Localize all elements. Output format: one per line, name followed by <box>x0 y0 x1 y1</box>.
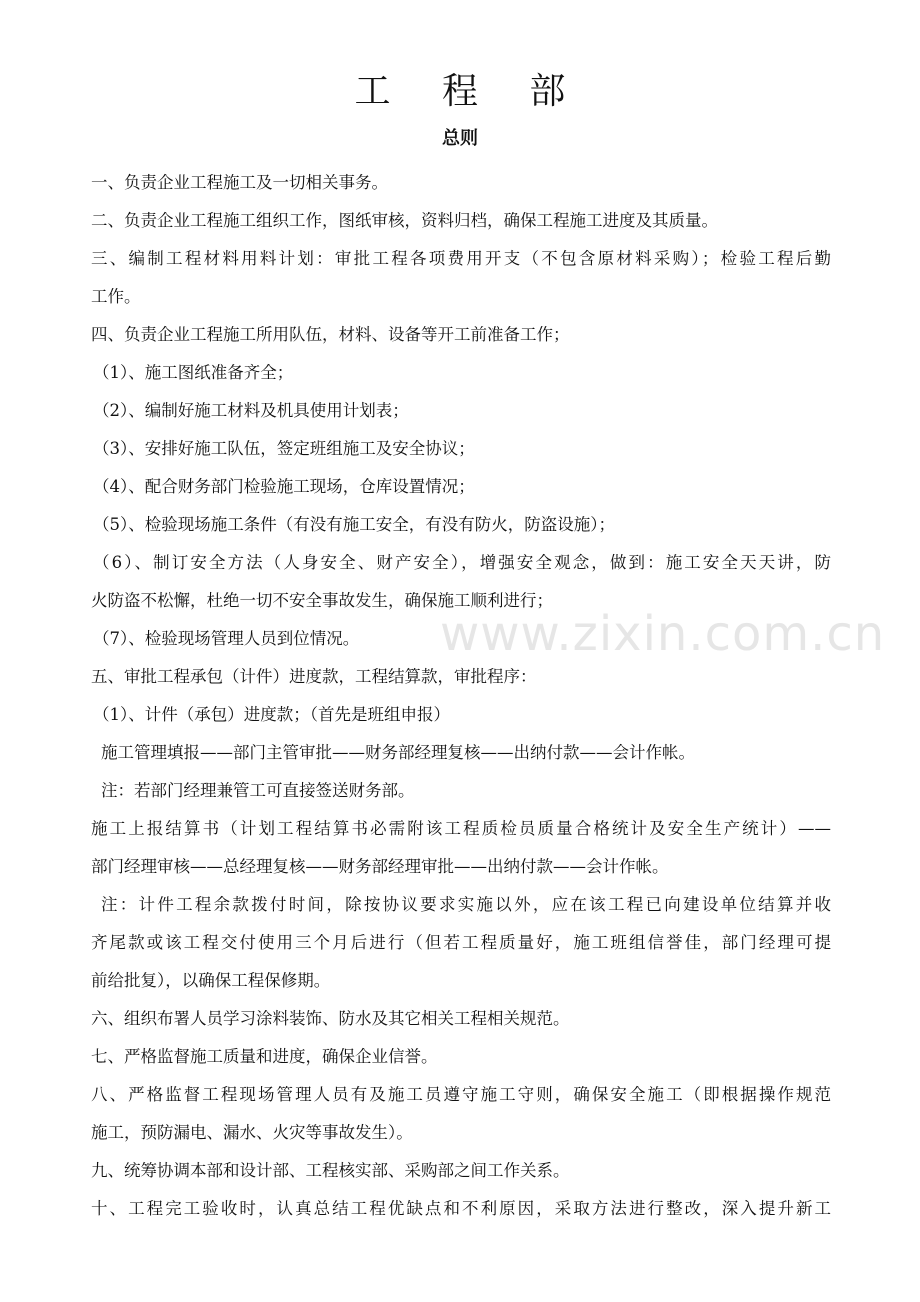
paragraph-line: （5）、检验现场施工条件（有没有施工安全，有没有防火，防盗设施）； <box>93 515 615 534</box>
paragraph-line: 部门经理审核——总经理复核——财务部经理审批——出纳付款——会计作帐。 <box>91 857 669 876</box>
paragraph-line: （7）、检验现场管理人员到位情况。 <box>93 629 360 648</box>
section-heading: 总则 <box>442 128 478 149</box>
document-body <box>91 164 831 1228</box>
paragraph-line: （2）、编制好施工材料及机具使用计划表； <box>93 401 409 420</box>
paragraph-line: 施工上报结算书（计划工程结算书必需附该工程质检员质量合格统计及安全生产统计）—— <box>91 819 831 838</box>
paragraph-line: 施工，预防漏电、漏水、火灾等事故发生）。 <box>91 1123 413 1142</box>
paragraph-line: （4）、配合财务部门检验施工现场，仓库设置情况； <box>93 477 475 496</box>
paragraph-line: 一、负责企业工程施工及一切相关事务。 <box>91 173 388 192</box>
paragraph-line: 注：若部门经理兼管工可直接签送财务部。 <box>101 781 415 800</box>
paragraph-line: 五、审批工程承包（计件）进度款，工程结算款，审批程序： <box>91 667 537 686</box>
paragraph-line: （6）、制订安全方法（人身安全、财产安全），增强安全观念，做到：施工安全天天讲，防 <box>93 553 831 572</box>
paragraph-line: 六、组织布署人员学习涂料装饰、防水及其它相关工程相关规范。 <box>91 1009 570 1028</box>
paragraph-line: 九、统筹协调本部和设计部、工程核实部、采购部之间工作关系。 <box>91 1161 570 1180</box>
watermark: www.zixin.com.cn <box>440 606 886 662</box>
paragraph-line: 二、负责企业工程施工组织工作，图纸审核，资料归档，确保工程施工进度及其质量。 <box>91 211 718 230</box>
document-title: 工 程 部 <box>354 71 586 112</box>
paragraph-line: （1）、施工图纸准备齐全； <box>93 363 294 382</box>
paragraph-line: 十、工程完工验收时，认真总结工程优缺点和不利原因，采取方法进行整改，深入提升新工 <box>91 1199 831 1218</box>
paragraph-line: 八、严格监督工程现场管理人员有及施工员遵守施工守则，确保安全施工（即根据操作规范 <box>91 1085 831 1104</box>
paragraph-line: 注：计件工程余款拨付时间，除按协议要求实施以外，应在该工程已向建设单位结算并收 <box>101 895 831 914</box>
paragraph-line: 三、编制工程材料用料计划：审批工程各项费用开支（不包含原材料采购）；检验工程后勤 <box>91 249 831 268</box>
paragraph-line: 齐尾款或该工程交付使用三个月后进行（但若工程质量好，施工班组信誉佳，部门经理可提 <box>91 933 831 952</box>
paragraph-line: 七、严格监督施工质量和进度，确保企业信誉。 <box>91 1047 438 1066</box>
paragraph-line: （1）、计件（承包）进度款；（首先是班组申报） <box>93 705 450 724</box>
paragraph-line: 工作。 <box>91 287 141 306</box>
paragraph-line: 火防盗不松懈，杜绝一切不安全事故发生，确保施工顺利进行； <box>91 591 553 610</box>
paragraph-line: 前给批复），以确保工程保修期。 <box>91 971 331 990</box>
paragraph-line: 施工管理填报——部门主管审批——财务部经理复核——出纳付款——会计作帐。 <box>101 743 695 762</box>
paragraph-line: （3）、安排好施工队伍，签定班组施工及安全协议； <box>93 439 475 458</box>
paragraph-line: 四、负责企业工程施工所用队伍，材料、设备等开工前准备工作； <box>91 325 570 344</box>
